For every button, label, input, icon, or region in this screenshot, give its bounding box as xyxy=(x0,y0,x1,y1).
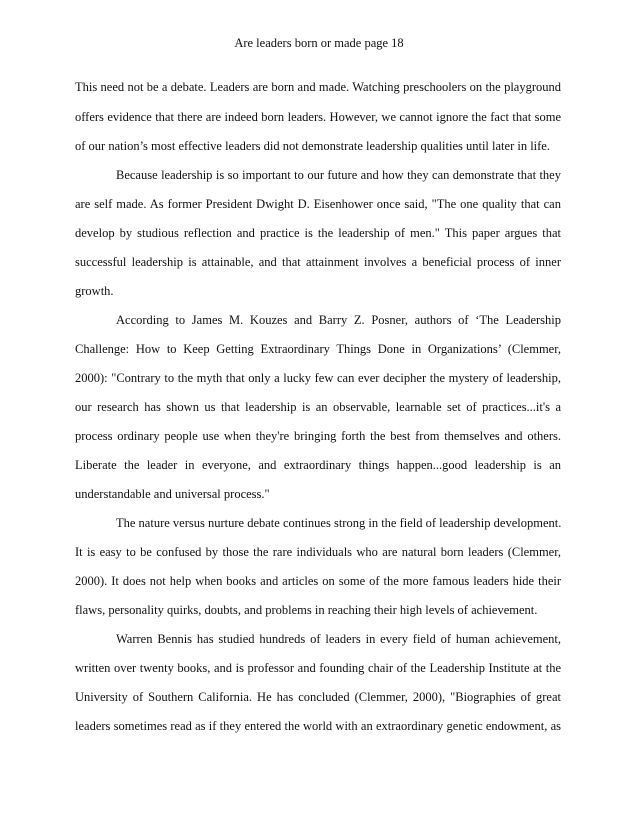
running-header: Are leaders born or made page 18 xyxy=(234,36,404,50)
body-line: This need not be a debate. Leaders are born and made. Watching preschoolers on the playground xyxy=(75,80,561,94)
body-line: offers evidence that there are indeed born leaders. However, we cannot ignore the fact that some xyxy=(75,110,561,124)
body-line: flaws, personality quirks, doubts, and problems in reaching their high levels of achievement. xyxy=(75,603,538,617)
body-line: of our nation’s most effective leaders did not demonstrate leadership qualities until later in life. xyxy=(75,139,550,153)
paragraph-first-line: According to James M. Kouzes and Barry Z. Posner, authors of ‘The Leadership xyxy=(116,313,561,327)
body-line: understandable and universal process." xyxy=(75,487,270,501)
paragraph-first-line: Because leadership is so important to our future and how they can demonstrate that they xyxy=(116,168,561,182)
body-line: 2000): "Contrary to the myth that only a lucky few can ever decipher the mystery of leadership, xyxy=(75,371,561,385)
paragraph-first-line: Warren Bennis has studied hundreds of leaders in every field of human achievement, xyxy=(116,632,561,646)
body-line: It is easy to be confused by those the rare individuals who are natural born leaders (Clemmer, xyxy=(75,545,561,559)
body-line: leaders sometimes read as if they entered the world with an extraordinary genetic endowment, as xyxy=(75,719,561,733)
body-line: Challenge: How to Keep Getting Extraordinary Things Done in Organizations’ (Clemmer, xyxy=(75,342,561,356)
body-line: develop by studious reflection and practice is the leadership of men." This paper argues that xyxy=(75,226,561,240)
paragraph-first-line: The nature versus nurture debate continues strong in the field of leadership development. xyxy=(116,516,562,530)
body-line: written over twenty books, and is professor and founding chair of the Leadership Institute at the xyxy=(75,661,561,675)
body-line: University of Southern California. He has concluded (Clemmer, 2000), "Biographies of great xyxy=(75,690,561,704)
body-line: are self made. As former President Dwight D. Eisenhower once said, "The one quality that can xyxy=(75,197,561,211)
body-line: our research has shown us that leadership is an observable, learnable set of practices...it's a xyxy=(75,400,561,414)
body-line: 2000). It does not help when books and articles on some of the more famous leaders hide their xyxy=(75,574,561,588)
body-line: successful leadership is attainable, and that attainment involves a beneficial process of inner xyxy=(75,255,561,269)
body-line: growth. xyxy=(75,284,114,298)
body-line: Liberate the leader in everyone, and extraordinary things happen...good leadership is an xyxy=(75,458,561,472)
body-line: process ordinary people use when they're bringing forth the best from themselves and others. xyxy=(75,429,561,443)
